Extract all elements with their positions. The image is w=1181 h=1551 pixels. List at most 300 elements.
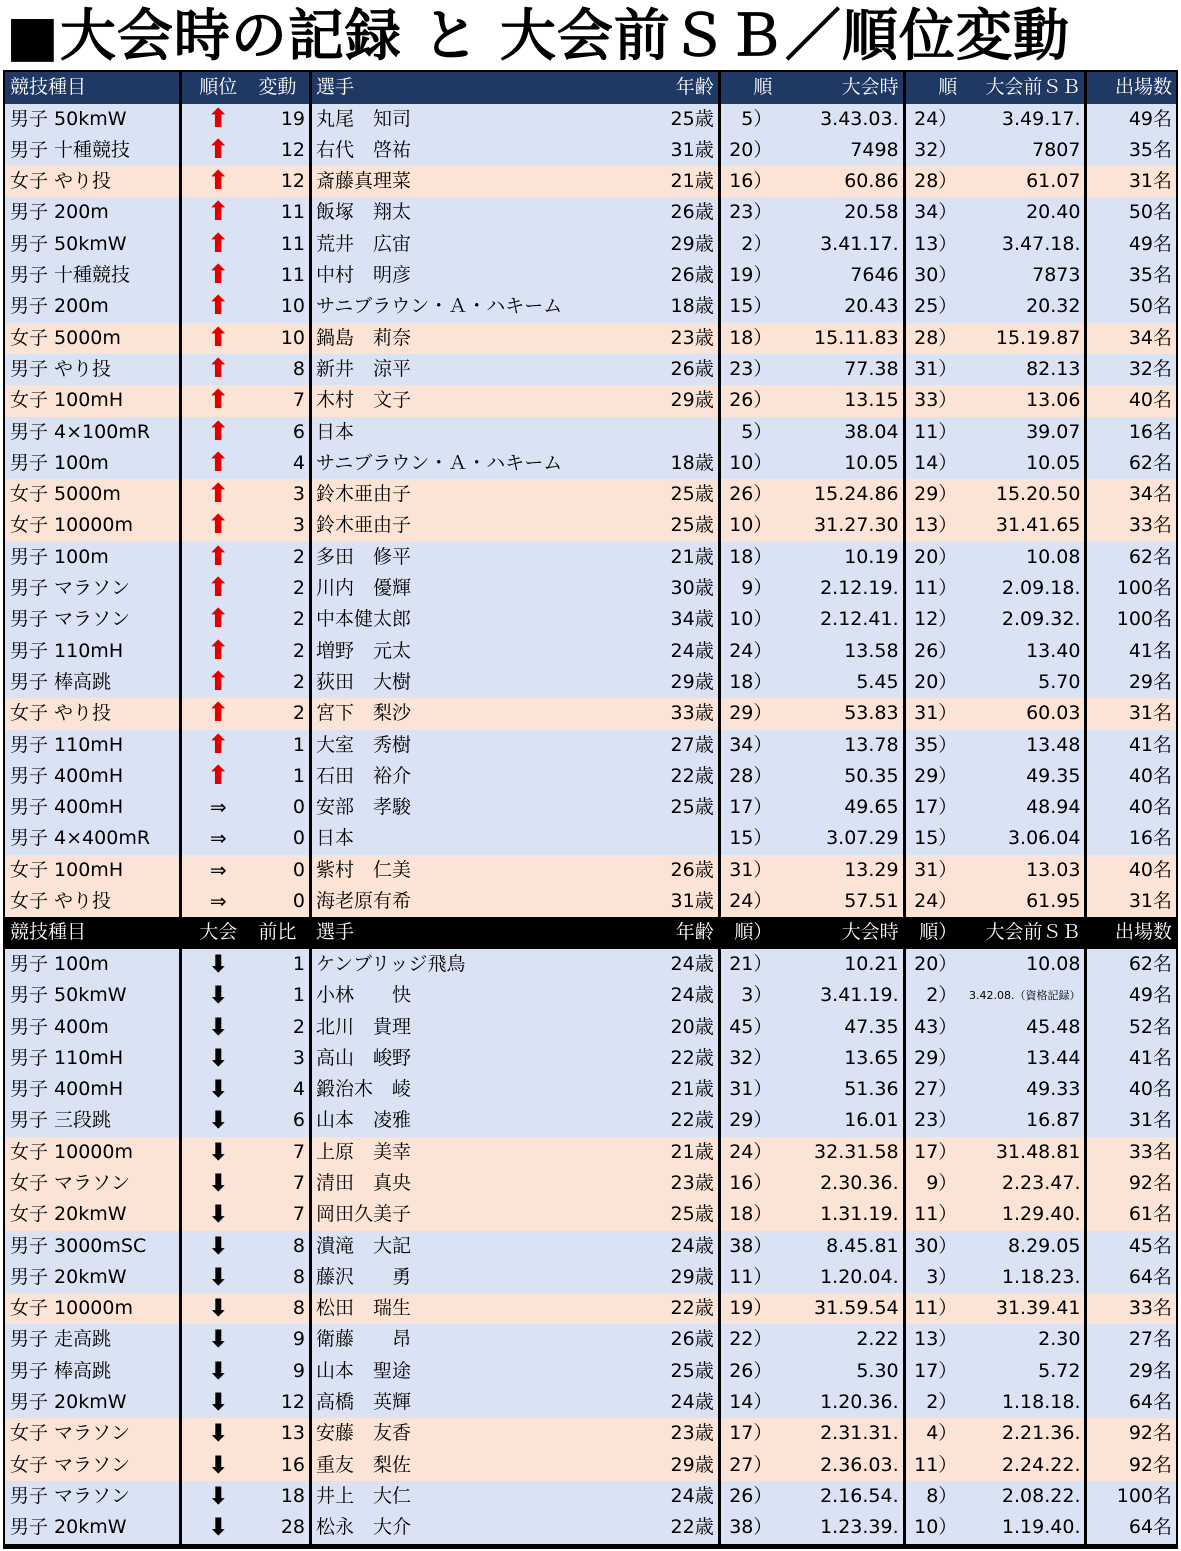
age-cell: 18歳 bbox=[617, 291, 719, 322]
down-arrow-icon: ⬇ bbox=[181, 1074, 255, 1105]
meet-time-cell: 16.01 bbox=[775, 1105, 904, 1136]
athlete-name-cell: 中本健太郎 bbox=[311, 604, 618, 635]
meet-order-cell: 24） bbox=[719, 636, 775, 667]
athlete-name-cell: 川内 優輝 bbox=[311, 573, 618, 604]
table-row bbox=[5, 166, 1176, 197]
table-row bbox=[5, 1012, 1176, 1043]
athlete-name-cell: 山本 聖途 bbox=[311, 1356, 618, 1387]
table-row bbox=[5, 1137, 1176, 1168]
meet-order-cell: 15） bbox=[719, 823, 775, 854]
header-event: 競技種目 bbox=[5, 917, 181, 949]
meet-time-cell: 8.45.81 bbox=[775, 1231, 904, 1262]
header-age: 年齢 bbox=[617, 917, 719, 949]
sb-order-cell: 11） bbox=[904, 417, 960, 448]
event-cell: 男子 50kmW bbox=[5, 104, 181, 135]
rank-change-cell: 2 bbox=[254, 698, 310, 729]
meet-time-cell: 20.43 bbox=[775, 291, 904, 322]
table-row bbox=[5, 1418, 1176, 1449]
meet-order-cell: 31） bbox=[719, 1074, 775, 1105]
event-cell: 女子 10000m bbox=[5, 510, 181, 541]
season-best-cell: 82.13 bbox=[960, 354, 1086, 385]
meet-order-cell: 5） bbox=[719, 104, 775, 135]
rank-change-cell: 11 bbox=[254, 260, 310, 291]
entries-cell: 40名 bbox=[1086, 385, 1176, 416]
rank-change-cell: 8 bbox=[254, 1293, 310, 1324]
season-best-cell: 10.08 bbox=[960, 949, 1086, 980]
down-arrow-icon: ⬇ bbox=[181, 1012, 255, 1043]
age-cell: 34歳 bbox=[617, 604, 719, 635]
event-cell: 男子 4×100mR bbox=[5, 417, 181, 448]
up-arrow-icon: ⬆ bbox=[181, 197, 255, 228]
meet-time-cell: 1.20.04. bbox=[775, 1262, 904, 1293]
season-best-cell: 13.48 bbox=[960, 730, 1086, 761]
meet-order-cell: 26） bbox=[719, 1481, 775, 1512]
meet-time-cell: 3.07.29 bbox=[775, 823, 904, 854]
table-row bbox=[5, 886, 1176, 917]
header-row-top bbox=[5, 72, 1176, 104]
event-cell: 男子 50kmW bbox=[5, 980, 181, 1011]
sb-order-cell: 20） bbox=[904, 542, 960, 573]
same-arrow-icon: ⇒ bbox=[181, 823, 255, 854]
sb-order-cell: 31） bbox=[904, 855, 960, 886]
entries-cell: 29名 bbox=[1086, 667, 1176, 698]
rank-change-cell: 3 bbox=[254, 479, 310, 510]
entries-cell: 31名 bbox=[1086, 166, 1176, 197]
season-best-cell: 20.32 bbox=[960, 291, 1086, 322]
age-cell: 25歳 bbox=[617, 792, 719, 823]
down-arrow-icon: ⬇ bbox=[181, 1262, 255, 1293]
season-best-cell: 3.06.04 bbox=[960, 823, 1086, 854]
rank-change-cell: 4 bbox=[254, 448, 310, 479]
sb-order-cell: 30） bbox=[904, 260, 960, 291]
meet-time-cell: 60.86 bbox=[775, 166, 904, 197]
sb-order-cell: 8） bbox=[904, 1481, 960, 1512]
age-cell: 26歳 bbox=[617, 1324, 719, 1355]
age-cell: 26歳 bbox=[617, 855, 719, 886]
season-best-cell: 10.08 bbox=[960, 542, 1086, 573]
event-cell: 男子 やり投 bbox=[5, 354, 181, 385]
season-best-cell: 15.20.50 bbox=[960, 479, 1086, 510]
up-arrow-icon: ⬆ bbox=[181, 604, 255, 635]
meet-time-cell: 2.36.03. bbox=[775, 1450, 904, 1481]
age-cell: 31歳 bbox=[617, 886, 719, 917]
athlete-name-cell: サニブラウン・Ａ・ハキーム bbox=[311, 291, 618, 322]
entries-cell: 100名 bbox=[1086, 1481, 1176, 1512]
athlete-name-cell: 宮下 梨沙 bbox=[311, 698, 618, 729]
event-cell: 男子 200m bbox=[5, 291, 181, 322]
athlete-name-cell: 新井 涼平 bbox=[311, 354, 618, 385]
meet-order-cell: 21） bbox=[719, 949, 775, 980]
athlete-name-cell: 藤沢 勇 bbox=[311, 1262, 618, 1293]
meet-time-cell: 1.31.19. bbox=[775, 1199, 904, 1230]
season-best-cell: 1.29.40. bbox=[960, 1199, 1086, 1230]
age-cell: 24歳 bbox=[617, 1231, 719, 1262]
table-row bbox=[5, 792, 1176, 823]
age-cell: 33歳 bbox=[617, 698, 719, 729]
sb-order-cell: 10） bbox=[904, 1512, 960, 1543]
athlete-name-cell: 松永 大介 bbox=[311, 1512, 618, 1543]
meet-order-cell: 17） bbox=[719, 792, 775, 823]
athlete-name-cell: 日本 bbox=[311, 823, 618, 854]
season-best-cell: 31.41.65 bbox=[960, 510, 1086, 541]
up-arrow-icon: ⬆ bbox=[181, 479, 255, 510]
meet-order-cell: 2） bbox=[719, 229, 775, 260]
meet-time-cell: 2.12.19. bbox=[775, 573, 904, 604]
entries-cell: 62名 bbox=[1086, 448, 1176, 479]
sb-order-cell: 4） bbox=[904, 1418, 960, 1449]
page-title: ■大会時の記録 と 大会前ＳＢ／順位変動 bbox=[6, 4, 1070, 69]
season-best-cell: 2.08.22. bbox=[960, 1481, 1086, 1512]
meet-time-cell: 3.41.19. bbox=[775, 980, 904, 1011]
meet-time-cell: 47.35 bbox=[775, 1012, 904, 1043]
season-best-cell: 49.33 bbox=[960, 1074, 1086, 1105]
meet-time-cell: 32.31.58 bbox=[775, 1137, 904, 1168]
event-cell: 女子 100mH bbox=[5, 855, 181, 886]
season-best-cell: 16.87 bbox=[960, 1105, 1086, 1136]
rank-change-cell: 10 bbox=[254, 291, 310, 322]
age-cell: 29歳 bbox=[617, 667, 719, 698]
sb-order-cell: 3） bbox=[904, 1262, 960, 1293]
age-cell: 21歳 bbox=[617, 1074, 719, 1105]
age-cell: 27歳 bbox=[617, 730, 719, 761]
meet-order-cell: 16） bbox=[719, 1168, 775, 1199]
entries-cell: 50名 bbox=[1086, 291, 1176, 322]
table-row bbox=[5, 417, 1176, 448]
meet-time-cell: 20.58 bbox=[775, 197, 904, 228]
meet-time-cell: 2.16.54. bbox=[775, 1481, 904, 1512]
up-arrow-icon: ⬆ bbox=[181, 229, 255, 260]
up-arrow-icon: ⬆ bbox=[181, 667, 255, 698]
meet-order-cell: 15） bbox=[719, 291, 775, 322]
age-cell: 20歳 bbox=[617, 1012, 719, 1043]
rank-change-cell: 0 bbox=[254, 792, 310, 823]
rank-change-cell: 4 bbox=[254, 1074, 310, 1105]
meet-time-cell: 13.78 bbox=[775, 730, 904, 761]
season-best-cell: 13.03 bbox=[960, 855, 1086, 886]
rank-change-cell: 2 bbox=[254, 542, 310, 573]
athlete-name-cell: 鍋島 莉奈 bbox=[311, 323, 618, 354]
event-cell: 男子 十種競技 bbox=[5, 260, 181, 291]
table-row bbox=[5, 291, 1176, 322]
meet-order-cell: 18） bbox=[719, 323, 775, 354]
athlete-name-cell: 松田 瑞生 bbox=[311, 1293, 618, 1324]
meet-time-cell: 53.83 bbox=[775, 698, 904, 729]
season-best-cell: 61.95 bbox=[960, 886, 1086, 917]
age-cell: 25歳 bbox=[617, 1356, 719, 1387]
header-athlete: 選手 bbox=[311, 72, 618, 104]
header-row-bottom bbox=[5, 917, 1176, 949]
sb-order-cell: 12） bbox=[904, 604, 960, 635]
sb-order-cell: 20） bbox=[904, 667, 960, 698]
event-cell: 男子 110mH bbox=[5, 1043, 181, 1074]
meet-order-cell: 11） bbox=[719, 1262, 775, 1293]
rank-change-cell: 10 bbox=[254, 323, 310, 354]
rank-change-cell: 7 bbox=[254, 1199, 310, 1230]
sb-order-cell: 17） bbox=[904, 1356, 960, 1387]
meet-time-cell: 3.43.03. bbox=[775, 104, 904, 135]
event-cell: 男子 400mH bbox=[5, 792, 181, 823]
sb-order-cell: 17） bbox=[904, 1137, 960, 1168]
athlete-name-cell: 斎藤真理菜 bbox=[311, 166, 618, 197]
athlete-name-cell: 北川 貴理 bbox=[311, 1012, 618, 1043]
season-best-cell: 5.72 bbox=[960, 1356, 1086, 1387]
season-best-cell: 20.40 bbox=[960, 197, 1086, 228]
table-row bbox=[5, 197, 1176, 228]
rank-change-cell: 2 bbox=[254, 667, 310, 698]
sb-order-cell: 2） bbox=[904, 980, 960, 1011]
event-cell: 男子 110mH bbox=[5, 730, 181, 761]
sb-order-cell: 30） bbox=[904, 1231, 960, 1262]
athlete-name-cell: 紫村 仁美 bbox=[311, 855, 618, 886]
down-arrow-icon: ⬇ bbox=[181, 980, 255, 1011]
event-cell: 男子 マラソン bbox=[5, 604, 181, 635]
athlete-name-cell: 山本 凌雅 bbox=[311, 1105, 618, 1136]
age-cell: 29歳 bbox=[617, 385, 719, 416]
event-cell: 女子 5000m bbox=[5, 323, 181, 354]
table-row bbox=[5, 1512, 1176, 1543]
header-entries: 出場数 bbox=[1086, 917, 1176, 949]
age-cell bbox=[617, 823, 719, 854]
meet-order-cell: 31） bbox=[719, 855, 775, 886]
entries-cell: 41名 bbox=[1086, 730, 1176, 761]
sb-order-cell: 13） bbox=[904, 229, 960, 260]
rank-change-cell: 0 bbox=[254, 886, 310, 917]
sb-order-cell: 20） bbox=[904, 949, 960, 980]
event-cell: 女子 マラソン bbox=[5, 1418, 181, 1449]
athlete-name-cell: 日本 bbox=[311, 417, 618, 448]
header-sb: 大会前ＳＢ bbox=[960, 917, 1086, 949]
sb-order-cell: 28） bbox=[904, 323, 960, 354]
meet-order-cell: 38） bbox=[719, 1512, 775, 1543]
athlete-name-cell: 鈴木亜由子 bbox=[311, 479, 618, 510]
event-cell: 女子 10000m bbox=[5, 1137, 181, 1168]
up-arrow-icon: ⬆ bbox=[181, 573, 255, 604]
athlete-name-cell: 高橋 英輝 bbox=[311, 1387, 618, 1418]
rank-change-cell: 8 bbox=[254, 1231, 310, 1262]
age-cell: 18歳 bbox=[617, 448, 719, 479]
table-bottom-section bbox=[5, 917, 1176, 1543]
age-cell bbox=[617, 417, 719, 448]
entries-cell: 92名 bbox=[1086, 1168, 1176, 1199]
entries-cell: 16名 bbox=[1086, 417, 1176, 448]
season-best-cell: 2.21.36. bbox=[960, 1418, 1086, 1449]
header-rank: 大会 bbox=[181, 917, 255, 949]
table-row bbox=[5, 1450, 1176, 1481]
season-best-cell: 3.49.17. bbox=[960, 104, 1086, 135]
entries-cell: 64名 bbox=[1086, 1262, 1176, 1293]
meet-time-cell: 13.15 bbox=[775, 385, 904, 416]
table-row bbox=[5, 448, 1176, 479]
age-cell: 24歳 bbox=[617, 1387, 719, 1418]
ranking-table bbox=[5, 72, 1176, 1544]
meet-order-cell: 9） bbox=[719, 573, 775, 604]
meet-order-cell: 26） bbox=[719, 1356, 775, 1387]
table-row bbox=[5, 1043, 1176, 1074]
season-best-cell: 1.18.18. bbox=[960, 1387, 1086, 1418]
meet-time-cell: 5.45 bbox=[775, 667, 904, 698]
season-best-cell: 13.06 bbox=[960, 385, 1086, 416]
header-time1: 大会時 bbox=[775, 917, 904, 949]
season-best-cell: 13.40 bbox=[960, 636, 1086, 667]
entries-cell: 49名 bbox=[1086, 229, 1176, 260]
entries-cell: 16名 bbox=[1086, 823, 1176, 854]
meet-order-cell: 22） bbox=[719, 1324, 775, 1355]
up-arrow-icon: ⬆ bbox=[181, 448, 255, 479]
meet-order-cell: 18） bbox=[719, 1199, 775, 1230]
rank-change-cell: 9 bbox=[254, 1324, 310, 1355]
event-cell: 男子 100m bbox=[5, 448, 181, 479]
entries-cell: 31名 bbox=[1086, 698, 1176, 729]
table-row bbox=[5, 323, 1176, 354]
athlete-name-cell: 鈴木亜由子 bbox=[311, 510, 618, 541]
athlete-name-cell: 木村 文子 bbox=[311, 385, 618, 416]
table-row bbox=[5, 1356, 1176, 1387]
meet-order-cell: 23） bbox=[719, 197, 775, 228]
meet-order-cell: 10） bbox=[719, 604, 775, 635]
rank-change-cell: 12 bbox=[254, 135, 310, 166]
athlete-name-cell: 潰滝 大記 bbox=[311, 1231, 618, 1262]
age-cell: 23歳 bbox=[617, 1418, 719, 1449]
athlete-name-cell: サニブラウン・Ａ・ハキーム bbox=[311, 448, 618, 479]
sb-order-cell: 29） bbox=[904, 1043, 960, 1074]
season-best-cell: 7807 bbox=[960, 135, 1086, 166]
header-order1: 順） bbox=[719, 917, 775, 949]
sb-order-cell: 43） bbox=[904, 1012, 960, 1043]
table-row bbox=[5, 1387, 1176, 1418]
meet-time-cell: 77.38 bbox=[775, 354, 904, 385]
entries-cell: 45名 bbox=[1086, 1231, 1176, 1262]
season-best-cell: 48.94 bbox=[960, 792, 1086, 823]
event-cell: 男子 20kmW bbox=[5, 1387, 181, 1418]
meet-order-cell: 38） bbox=[719, 1231, 775, 1262]
meet-time-cell: 13.65 bbox=[775, 1043, 904, 1074]
rank-change-cell: 2 bbox=[254, 1012, 310, 1043]
table-row bbox=[5, 1231, 1176, 1262]
age-cell: 25歳 bbox=[617, 104, 719, 135]
entries-cell: 52名 bbox=[1086, 1012, 1176, 1043]
event-cell: 男子 十種競技 bbox=[5, 135, 181, 166]
up-arrow-icon: ⬆ bbox=[181, 542, 255, 573]
up-arrow-icon: ⬆ bbox=[181, 260, 255, 291]
season-best-cell: 10.05 bbox=[960, 448, 1086, 479]
entries-cell: 62名 bbox=[1086, 949, 1176, 980]
age-cell: 29歳 bbox=[617, 229, 719, 260]
event-cell: 男子 3000mSC bbox=[5, 1231, 181, 1262]
header-athlete: 選手 bbox=[311, 917, 618, 949]
up-arrow-icon: ⬆ bbox=[181, 104, 255, 135]
event-cell: 女子 やり投 bbox=[5, 166, 181, 197]
down-arrow-icon: ⬇ bbox=[181, 1450, 255, 1481]
entries-cell: 61名 bbox=[1086, 1199, 1176, 1230]
table-row bbox=[5, 573, 1176, 604]
entries-cell: 40名 bbox=[1086, 1074, 1176, 1105]
athlete-name-cell: 丸尾 知司 bbox=[311, 104, 618, 135]
event-cell: 男子 棒高跳 bbox=[5, 667, 181, 698]
entries-cell: 27名 bbox=[1086, 1324, 1176, 1355]
event-cell: 男子 走高跳 bbox=[5, 1324, 181, 1355]
header-sb: 大会前ＳＢ bbox=[960, 72, 1086, 104]
entries-cell: 33名 bbox=[1086, 1137, 1176, 1168]
down-arrow-icon: ⬇ bbox=[181, 1231, 255, 1262]
entries-cell: 33名 bbox=[1086, 510, 1176, 541]
meet-time-cell: 13.29 bbox=[775, 855, 904, 886]
event-cell: 男子 400mH bbox=[5, 1074, 181, 1105]
rank-change-cell: 1 bbox=[254, 949, 310, 980]
down-arrow-icon: ⬇ bbox=[181, 1418, 255, 1449]
up-arrow-icon: ⬆ bbox=[181, 135, 255, 166]
age-cell: 21歳 bbox=[617, 1137, 719, 1168]
entries-cell: 33名 bbox=[1086, 1293, 1176, 1324]
table-row bbox=[5, 229, 1176, 260]
rank-change-cell: 16 bbox=[254, 1450, 310, 1481]
up-arrow-icon: ⬆ bbox=[181, 636, 255, 667]
rank-change-cell: 1 bbox=[254, 761, 310, 792]
event-cell: 男子 マラソン bbox=[5, 573, 181, 604]
event-cell: 男子 100m bbox=[5, 949, 181, 980]
up-arrow-icon: ⬆ bbox=[181, 510, 255, 541]
event-cell: 男子 20kmW bbox=[5, 1512, 181, 1543]
athlete-name-cell: ケンブリッジ飛鳥 bbox=[311, 949, 618, 980]
header-age: 年齢 bbox=[617, 72, 719, 104]
age-cell: 22歳 bbox=[617, 761, 719, 792]
meet-time-cell: 2.22 bbox=[775, 1324, 904, 1355]
season-best-cell: 60.03 bbox=[960, 698, 1086, 729]
age-cell: 29歳 bbox=[617, 1450, 719, 1481]
event-cell: 男子 マラソン bbox=[5, 1481, 181, 1512]
season-best-cell: 39.07 bbox=[960, 417, 1086, 448]
rank-change-cell: 6 bbox=[254, 417, 310, 448]
ranking-sheet bbox=[3, 70, 1178, 1549]
season-best-cell: 5.70 bbox=[960, 667, 1086, 698]
season-best-cell: 31.39.41 bbox=[960, 1293, 1086, 1324]
header-order2: 順） bbox=[904, 917, 960, 949]
down-arrow-icon: ⬇ bbox=[181, 1043, 255, 1074]
season-best-cell: 31.48.81 bbox=[960, 1137, 1086, 1168]
meet-order-cell: 17） bbox=[719, 1418, 775, 1449]
rank-change-cell: 6 bbox=[254, 1105, 310, 1136]
rank-change-cell: 0 bbox=[254, 855, 310, 886]
athlete-name-cell: 岡田久美子 bbox=[311, 1199, 618, 1230]
same-arrow-icon: ⇒ bbox=[181, 792, 255, 823]
sb-order-cell: 27） bbox=[904, 1074, 960, 1105]
table-row bbox=[5, 949, 1176, 980]
rank-change-cell: 1 bbox=[254, 980, 310, 1011]
rank-change-cell: 12 bbox=[254, 1387, 310, 1418]
entries-cell: 50名 bbox=[1086, 197, 1176, 228]
meet-time-cell: 13.58 bbox=[775, 636, 904, 667]
sb-order-cell: 35） bbox=[904, 730, 960, 761]
meet-order-cell: 5） bbox=[719, 417, 775, 448]
meet-time-cell: 38.04 bbox=[775, 417, 904, 448]
sb-order-cell: 29） bbox=[904, 761, 960, 792]
age-cell: 23歳 bbox=[617, 323, 719, 354]
entries-cell: 100名 bbox=[1086, 573, 1176, 604]
meet-time-cell: 10.21 bbox=[775, 949, 904, 980]
rank-change-cell: 11 bbox=[254, 229, 310, 260]
entries-cell: 40名 bbox=[1086, 792, 1176, 823]
header-order2: 順 bbox=[904, 72, 960, 104]
meet-time-cell: 57.51 bbox=[775, 886, 904, 917]
entries-cell: 49名 bbox=[1086, 104, 1176, 135]
age-cell: 24歳 bbox=[617, 980, 719, 1011]
sb-order-cell: 11） bbox=[904, 573, 960, 604]
athlete-name-cell: 増野 元太 bbox=[311, 636, 618, 667]
athlete-name-cell: 海老原有希 bbox=[311, 886, 618, 917]
meet-order-cell: 34） bbox=[719, 730, 775, 761]
age-cell: 26歳 bbox=[617, 197, 719, 228]
table-row bbox=[5, 135, 1176, 166]
table-row bbox=[5, 1074, 1176, 1105]
